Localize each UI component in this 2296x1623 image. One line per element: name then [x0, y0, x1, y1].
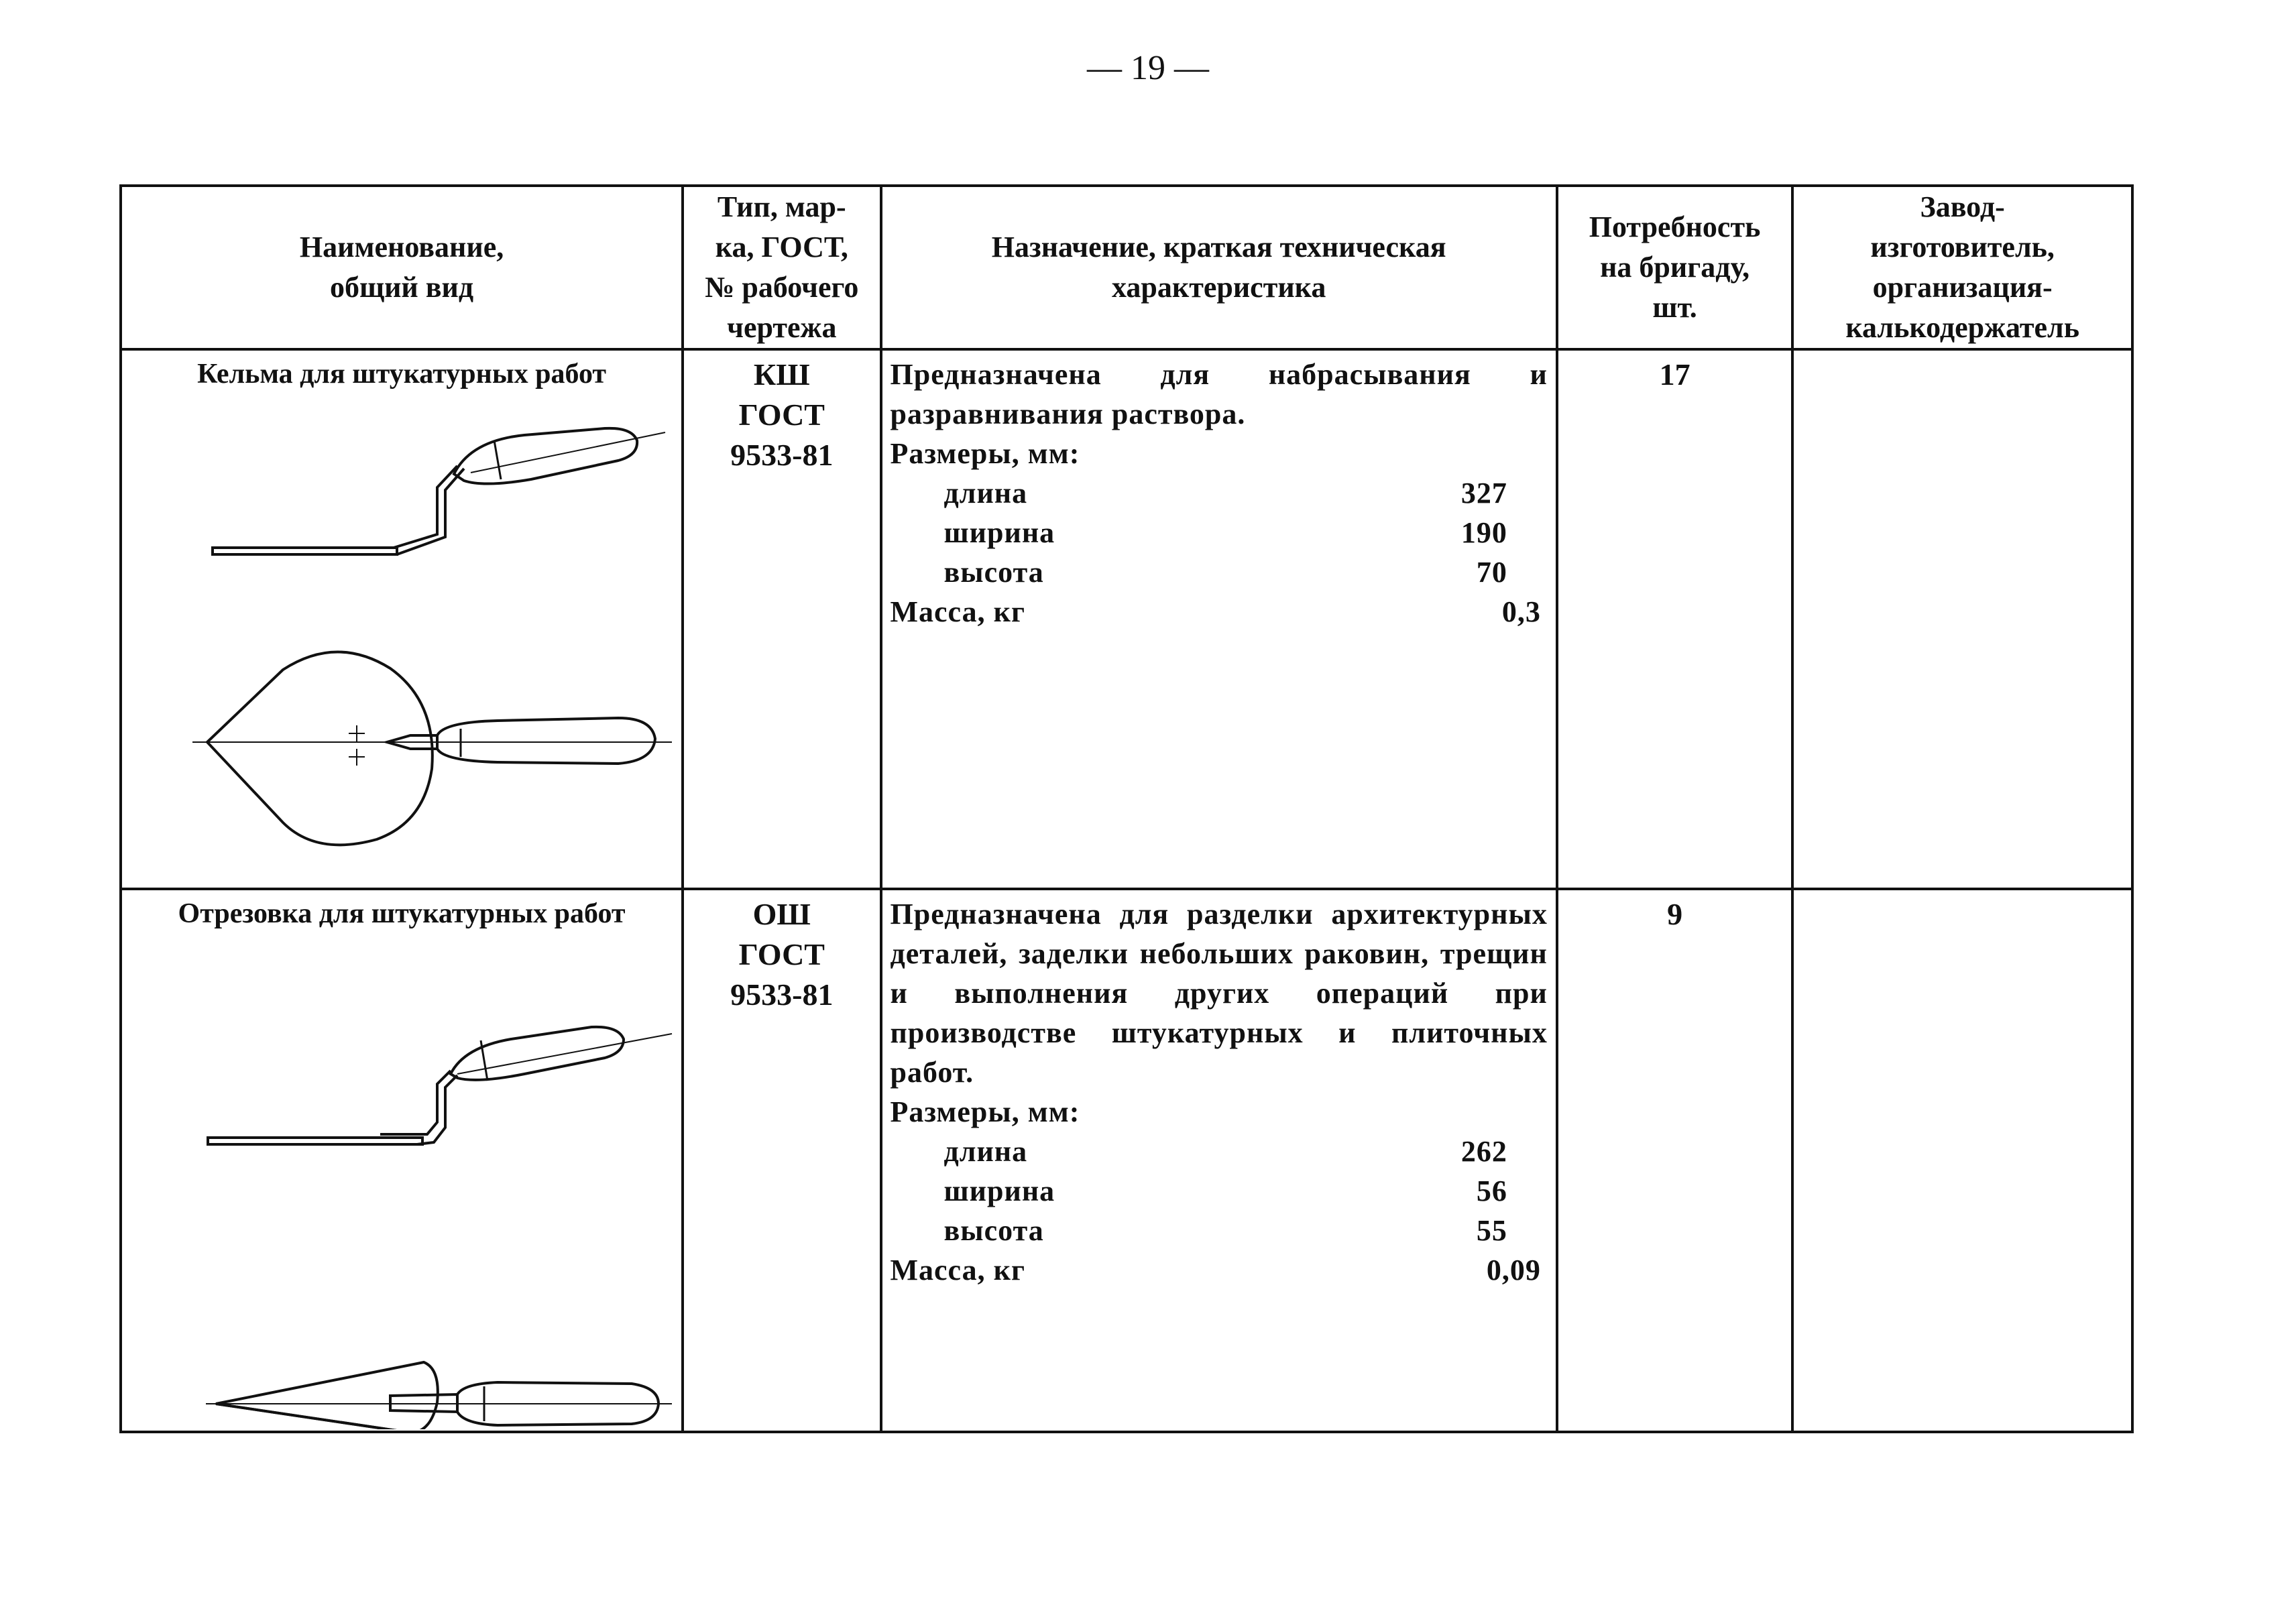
sizes-label: Размеры, мм:	[890, 437, 1080, 470]
page-number: — 19 —	[1087, 49, 1209, 87]
item-name-cell	[121, 889, 683, 1432]
mass-row: Масса, кг 0,09	[890, 1254, 1541, 1286]
dimension-row: высота 70	[943, 556, 1507, 589]
table-row	[121, 889, 2132, 1432]
item-type-cell: ОШ ГОСТ 9533-81	[683, 889, 880, 1432]
dimension-row: высота 55	[943, 1214, 1507, 1247]
table-header-row	[121, 186, 2132, 349]
item-maker-cell	[1792, 349, 2132, 889]
item-name: Кельма для штукатурных работ	[197, 359, 607, 389]
item-description-cell	[881, 349, 1557, 889]
item-maker-cell	[1792, 889, 2132, 1432]
header-purpose: Назначение, краткая техническая характеристика	[881, 186, 1557, 349]
item-need-cell: 9	[1557, 889, 1792, 1432]
header-maker: Завод- изготовитель, организация- калькодержатель	[1792, 186, 2132, 349]
item-description-cell	[881, 889, 1557, 1432]
dimension-row: длина 327	[943, 477, 1507, 509]
item-need-cell: 17	[1557, 349, 1792, 889]
item-name: Отрезовка для штукатурных работ	[178, 898, 626, 929]
dimension-row: ширина 190	[943, 516, 1507, 549]
trowel-side-view-drawing	[122, 394, 683, 890]
dimension-row: длина 262	[943, 1135, 1507, 1168]
item-type-cell: КШ ГОСТ 9533-81	[683, 349, 880, 889]
table-row	[121, 349, 2132, 889]
item-name-cell	[121, 349, 683, 889]
purpose-text: Предназначена для разделки архитектурных деталей, заделки небольших раковин, трещин и выполнения других операций при производстве штукатурных и плиточных работ.	[890, 898, 1548, 1089]
purpose-text: Предназначена для набрасывания и разравнивания раствора.	[890, 358, 1548, 430]
header-need: Потребность на бригаду, шт.	[1557, 186, 1792, 349]
cutter-trowel-drawing	[122, 933, 683, 1429]
header-name: Наименование, общий вид	[121, 186, 683, 349]
mass-row: Масса, кг 0,3	[890, 595, 1541, 628]
equipment-table	[119, 184, 2134, 1433]
dimension-row: ширина 56	[943, 1175, 1507, 1207]
header-type: Тип, мар- ка, ГОСТ, № рабочего чертежа	[683, 186, 880, 349]
sizes-label: Размеры, мм:	[890, 1095, 1080, 1128]
